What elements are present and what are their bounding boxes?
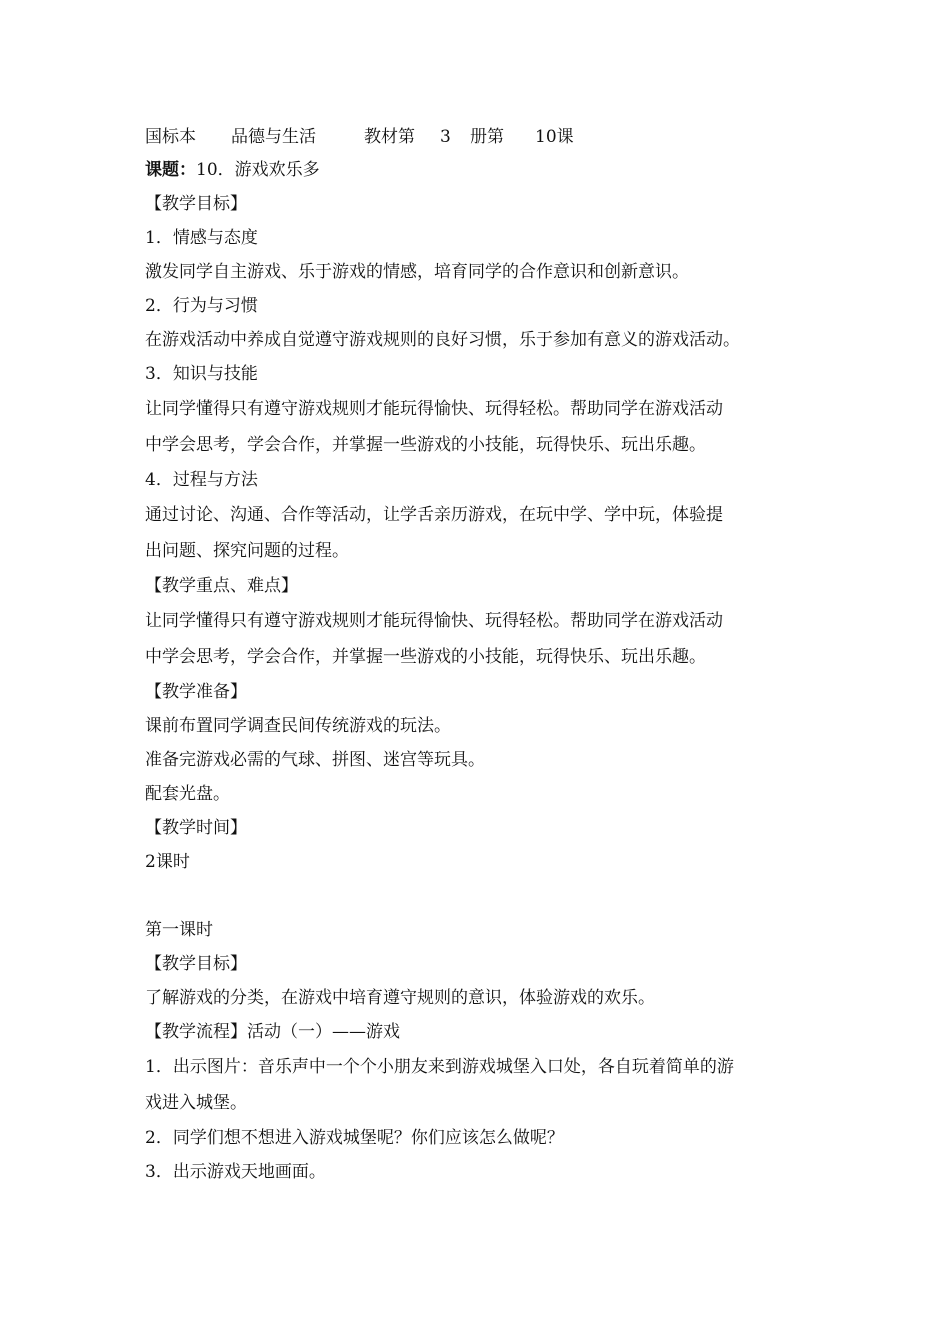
goals2-text: 了解游戏的分类，在游戏中培育遵守规则的意识，体验游戏的欢乐。 (145, 988, 655, 1008)
goal4-title: 4．过程与方法 (145, 470, 258, 490)
goal2-title: 2．行为与习惯 (145, 296, 258, 316)
header-edition: 国标本 (145, 127, 196, 147)
goals2-heading: 【教学目标】 (145, 954, 247, 974)
flow-step3: 3．出示游戏天地画面。 (145, 1162, 326, 1182)
time-text: 2课时 (145, 852, 190, 872)
lesson-title-label: 课题： (145, 160, 196, 180)
header-lesson: 10课 (535, 127, 574, 147)
flow-step1-line1: 1．出示图片：音乐声中一个个小朋友来到游戏城堡入口处，各自玩着简单的游 (145, 1057, 734, 1077)
header-volume-number: 3 (440, 127, 451, 147)
document-page (145, 121, 825, 1189)
time-heading: 【教学时间】 (145, 818, 247, 838)
document-header (145, 121, 825, 153)
goal2-text: 在游戏活动中养成自觉遵守游戏规则的良好习惯，乐于参加有意义的游戏活动。 (145, 330, 740, 350)
goal3-text-line2: 中学会思考，学会合作，并掌握一些游戏的小技能，玩得快乐、玩出乐趣。 (145, 435, 706, 455)
preparation-item-2: 准备完游戏必需的气球、拼图、迷宫等玩具。 (145, 750, 485, 770)
key-points-text-line2: 中学会思考，学会合作，并掌握一些游戏的小技能，玩得快乐、玩出乐趣。 (145, 647, 706, 667)
first-lesson-heading: 第一课时 (145, 920, 213, 940)
header-volume: 册第 (470, 127, 504, 147)
preparation-heading: 【教学准备】 (145, 682, 247, 702)
flow-step1-line2: 戏进入城堡。 (145, 1093, 247, 1113)
header-textbook: 教材第 (364, 127, 415, 147)
goal4-text-line2: 出问题、探究问题的过程。 (145, 541, 349, 561)
blank-line (145, 879, 825, 913)
goal1-text: 激发同学自主游戏、乐于游戏的情感，培育同学的合作意识和创新意识。 (145, 262, 689, 282)
lesson-title-text: 10．游戏欢乐多 (196, 160, 320, 180)
goals-heading: 【教学目标】 (145, 194, 247, 214)
flow-heading: 【教学流程】活动（一）——游戏 (145, 1022, 400, 1042)
goal3-text-line1: 让同学懂得只有遵守游戏规则才能玩得愉快、玩得轻松。帮助同学在游戏活动 (145, 399, 723, 419)
key-points-text-line1: 让同学懂得只有遵守游戏规则才能玩得愉快、玩得轻松。帮助同学在游戏活动 (145, 611, 723, 631)
key-points-heading: 【教学重点、难点】 (145, 576, 298, 596)
preparation-item-3: 配套光盘。 (145, 784, 230, 804)
goal4-text-line1: 通过讨论、沟通、合作等活动，让学舌亲历游戏，在玩中学、学中玩，体验提 (145, 505, 723, 525)
goal3-title: 3．知识与技能 (145, 364, 258, 384)
header-subject: 品德与生活 (231, 127, 316, 147)
preparation-item-1: 课前布置同学调查民间传统游戏的玩法。 (145, 716, 451, 736)
flow-step2: 2．同学们想不想进入游戏城堡呢？你们应该怎么做呢？ (145, 1128, 564, 1148)
lesson-title (145, 153, 825, 187)
goal1-title: 1．情感与态度 (145, 228, 258, 248)
